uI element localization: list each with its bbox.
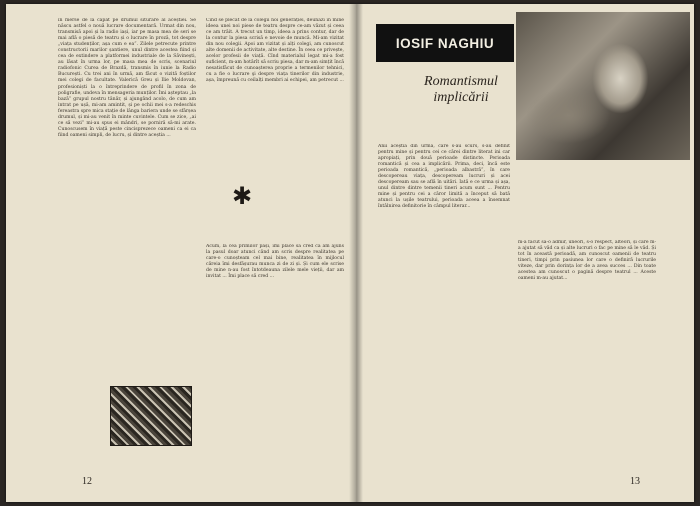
left-page-column-1: în merse de la capăt pe drumul siturare al aceștiei. Se născu astfel o nouă lucrare documentară. Urmat din nou, transmisă apoi și la radio iași, iar pe masa mea de seri se mai află o piesă de teatru și o lucrare în proză, tot despre „viața studenților, așa cum e ea”. Zilele petrecute printre constructorii marilor șantiere, unul dintre acestea fiind și cea de extindere a platformei industriale de la Săvinești, au lăsat în urma lor, pe masa mea de scris, scenariul radiofonic Curea de Brazdă, transmis în iunie la Radio București. Cu trei ani în urmă, am făcut o vizită foștilor mei colegi de facultate. Valerică Greu și Ilie Moldovan, profesioniști la o întreprindere de profil în zona de poligrafie, undeva în mensageria munților. Îmi așteptau „la bază” grupul nostru tânăr, și ajungând acolo, de cum am intrat pe ușă, mi-am amintit, și pe ochii mei s-a redeschis fereastra spre mica stație de lânga bariera unde se sfârșea drumul, și mi-au venit în minte cuvintele. Cum se zice, „ai ce să vezi” mi-au spus ei mândri, se porniră să-mi arate. Cunoscusem în viață peste cincisprezece oameni ca ei ca fiind oameni simpli, de lucru, și dintre aceștia ... <box>58 18 196 138</box>
right-page-column-2: m-a făcut să-o admir, uneori, s-o respect, alteori, și care m-a ajutat să văd ca și alte lucruri o fac pe mine să le văd. Și tot în această perioadă, am cunoscut oamenii de teatru tineri, timpi prin pasiunea lor care o definiră lucrurile viteze, dar prin dorința lor de a avea succes ... Din toate acestea am cunoscut o pagină despre teatrul ... Aceste oameni m-au ajutat... <box>518 240 656 282</box>
book-gutter <box>349 4 363 502</box>
author-portrait-photo <box>516 12 690 160</box>
left-page-number: 12 <box>82 476 92 487</box>
embroidery-photo <box>110 386 192 446</box>
author-heading: IOSIF NAGHIU <box>376 24 514 62</box>
left-page-column-3: Acum, la cea primilor pași, îmi place să cred că am ajuns la pasul doar atunci când am scris despre realitatea pe care-o cunoșteam cel mai bine, realitatea în mijlocul căreia îmi desfășurau munca zi de zi și. Și cum ele scrise de mine n-au fost întotdeauna zilele mele vieții, dar am invitat ... Îmi place să cred ... <box>206 244 344 280</box>
right-page-number: 13 <box>630 476 640 487</box>
book-spread <box>6 4 694 502</box>
article-title: Romantismul implicării <box>424 74 498 105</box>
left-page-column-2: Cind se plecat de la colegii noi generației, deunăzi în mine ideea unei noi piese de teatru despre ce-am văzut și ceea ce am trăit. A trecut un timp, ideea a prins contur, dar de la contur la piesa scrisă e nevoie de muncă. Mi-am vizitat din nou colegii. Apoi am vizitat și alți colegi, am cunoscut alte domenii de activitate, alte destine. În ceea ce privește, acelor profesii de viață. Cînd materialul legat mi-a fost suficient, m-am hotărît să scriu piesa, dar m-am simțit încă nesatisfăcut de cunoașterea proprie a termenilor tehnici, cu a fie o lucrare şi despre viața tinerilor din industrie, așa, împreună cu ceilalți membri ai echipei, am petrecut ... <box>206 18 344 84</box>
right-page-column-1: Anii aceștia din urmă, care s-au scurs, s-au definit pentru mine și pentru cei ce cărei dintre literat ini car apropiați, prin două perioade distincte. Perioada romantică și cea a implicării. Prima, deci, încă este perioada romantică, „perioada albastră”, în care descopereau viața, descopeream lucruri și acei descopeream sau se află în uitări. Iată e ce urma și așa, unul dintre dintre temenii tineri acum sunt ... Pentru mine și pentru cei a căror limită a început să bată atunci la ușile teatrului, perioada aceea a însemnat întâlnirea definitorie în câmpul literar... <box>378 144 510 210</box>
asterisk-ornament: ✱ <box>232 182 253 210</box>
